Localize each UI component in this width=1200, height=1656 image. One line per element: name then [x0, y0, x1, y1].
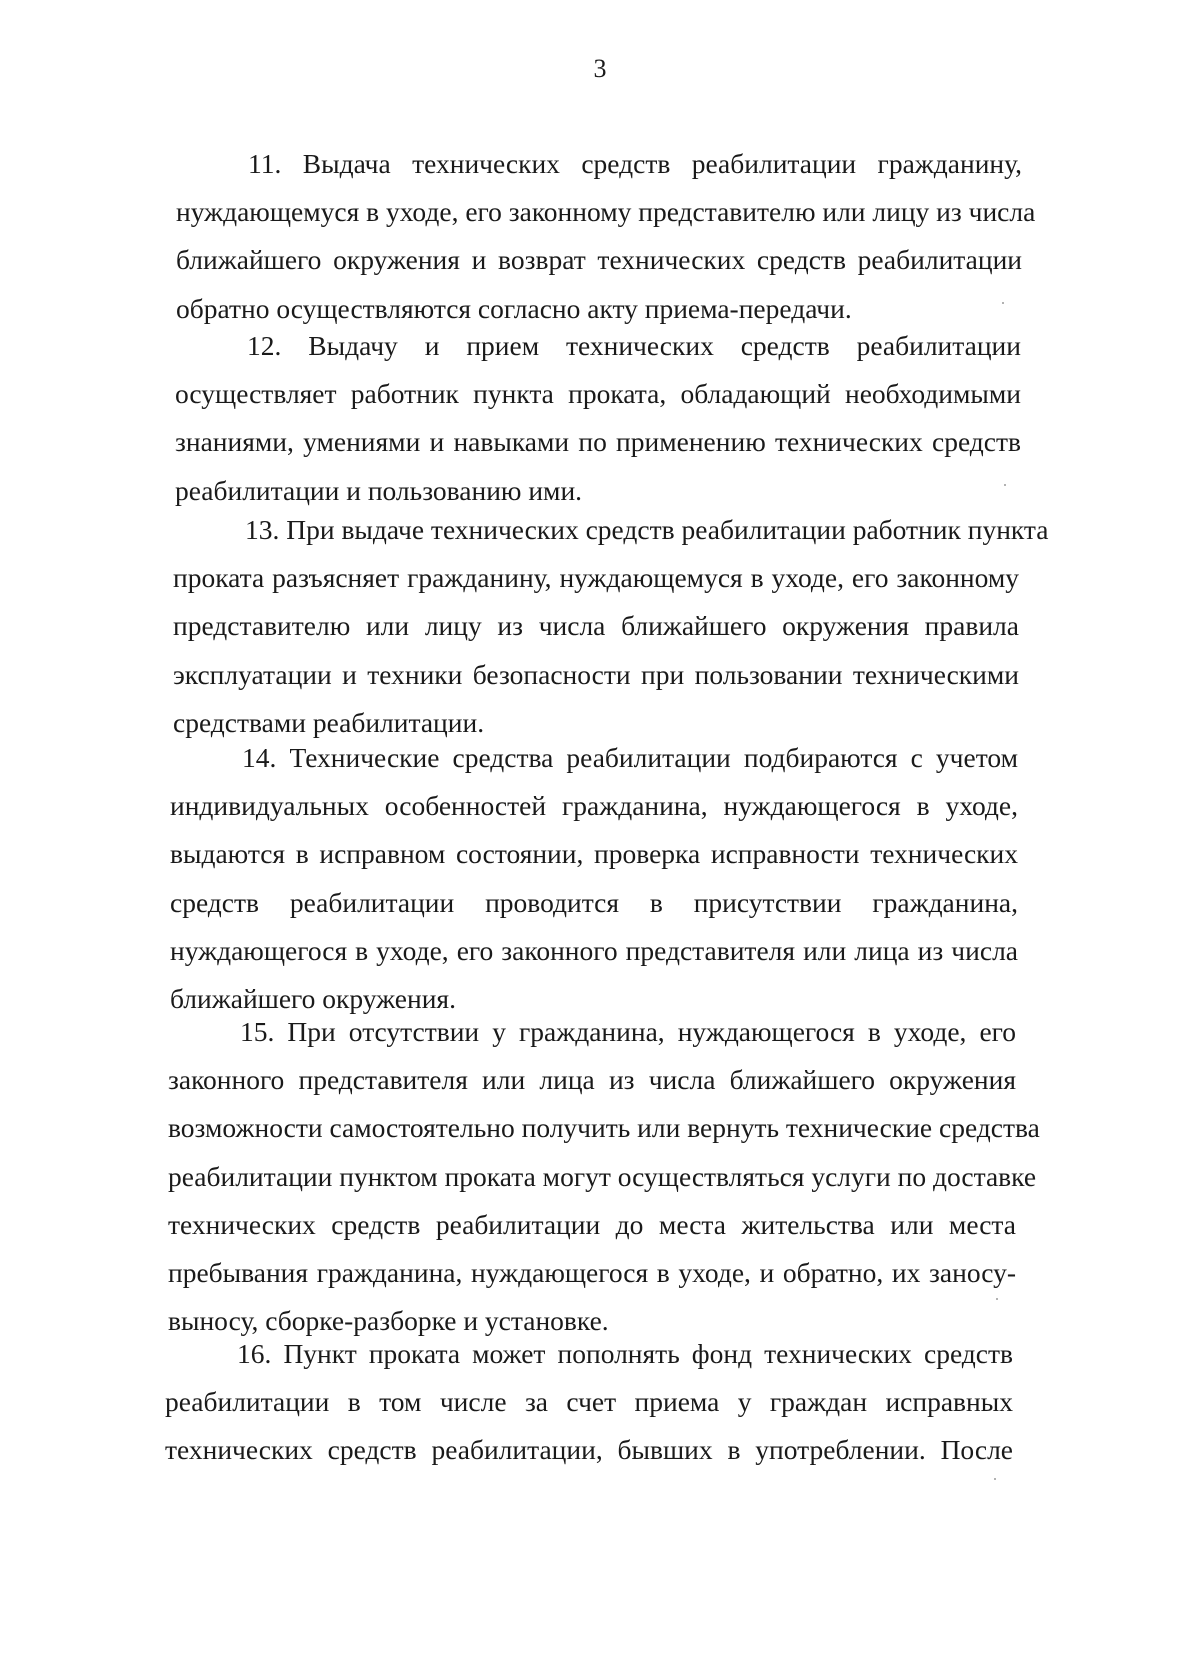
paragraph-line: ближайшего окружения и возврат технических средств реабилитации [176, 244, 1022, 276]
paragraph-line: знаниями, умениями и навыками по применению технических средств [175, 426, 1021, 458]
paragraph-13 [173, 506, 1049, 747]
paragraph-line: индивидуальных особенностей гражданина, нуждающегося в уходе, [170, 790, 1018, 822]
paragraph-line: технических средств реабилитации, бывших в употреблении. После [165, 1434, 1013, 1466]
paragraph-line: проката разъясняет гражданину, нуждающемуся в уходе, его законному [173, 562, 1019, 594]
scan-speck [1002, 302, 1004, 304]
paragraph-line: нуждающемуся в уходе, его законному представителю или лицу из числа [176, 196, 1036, 228]
scan-speck [994, 1478, 996, 1480]
paragraph-line: 16. Пункт проката может пополнять фонд технических средств [237, 1338, 1013, 1369]
paragraph-11 [176, 140, 1036, 333]
paragraph-line: 13. При выдаче технических средств реабилитации работник пункта [245, 514, 1049, 545]
paragraph-line: нуждающегося в уходе, его законного представителя или лица из числа [170, 934, 1018, 966]
paragraph-16 [165, 1330, 1013, 1475]
paragraph-line: эксплуатации и техники безопасности при пользовании техническими [173, 658, 1019, 690]
paragraph-15 [168, 1008, 1040, 1345]
paragraph-line: технических средств реабилитации до места жительства или места [168, 1208, 1016, 1240]
scan-speck [1004, 484, 1006, 486]
page-number: 3 [593, 54, 607, 83]
paragraph-line: осуществляет работник пункта проката, обладающий необходимыми [175, 378, 1021, 410]
paragraph-line: средств реабилитации проводится в присутствии гражданина, [170, 886, 1018, 918]
paragraph-line: выносу, сборке-разборке и установке. [168, 1305, 609, 1337]
paragraph-line: ближайшего окружения. [170, 982, 456, 1014]
paragraph-line: выдаются в исправном состоянии, проверка исправности технических [170, 838, 1018, 870]
paragraph-line: 12. Выдачу и прием технических средств реабилитации [247, 330, 1021, 361]
paragraph-line: законного представителя или лица из числа ближайшего окружения [168, 1064, 1016, 1096]
paragraph-line: пребывания гражданина, нуждающегося в уходе, и обратно, их заносу- [168, 1256, 1016, 1288]
paragraph-line: реабилитации в том числе за счет приема у граждан исправных [165, 1386, 1013, 1418]
paragraph-line: обратно осуществляются согласно акту приема-передачи. [176, 292, 852, 324]
paragraph-line: представителю или лицу из числа ближайшего окружения правила [173, 610, 1019, 642]
paragraph-line: 15. При отсутствии у гражданина, нуждающегося в уходе, его [240, 1016, 1016, 1047]
paragraph-line: возможности самостоятельно получить или вернуть технические средства [168, 1112, 1040, 1144]
paragraph-12 [175, 322, 1021, 515]
paragraph-line: реабилитации пунктом проката могут осуществляться услуги по доставке [168, 1160, 1037, 1192]
paragraph-line: 14. Технические средства реабилитации подбираются с учетом [242, 742, 1018, 773]
paragraph-line: реабилитации и пользованию ими. [175, 474, 583, 506]
paragraph-line: 11. Выдача технических средств реабилитации гражданину, [248, 148, 1022, 179]
paragraph-14 [170, 734, 1018, 1023]
scan-speck [996, 1298, 998, 1300]
paragraph-line: средствами реабилитации. [173, 706, 485, 738]
